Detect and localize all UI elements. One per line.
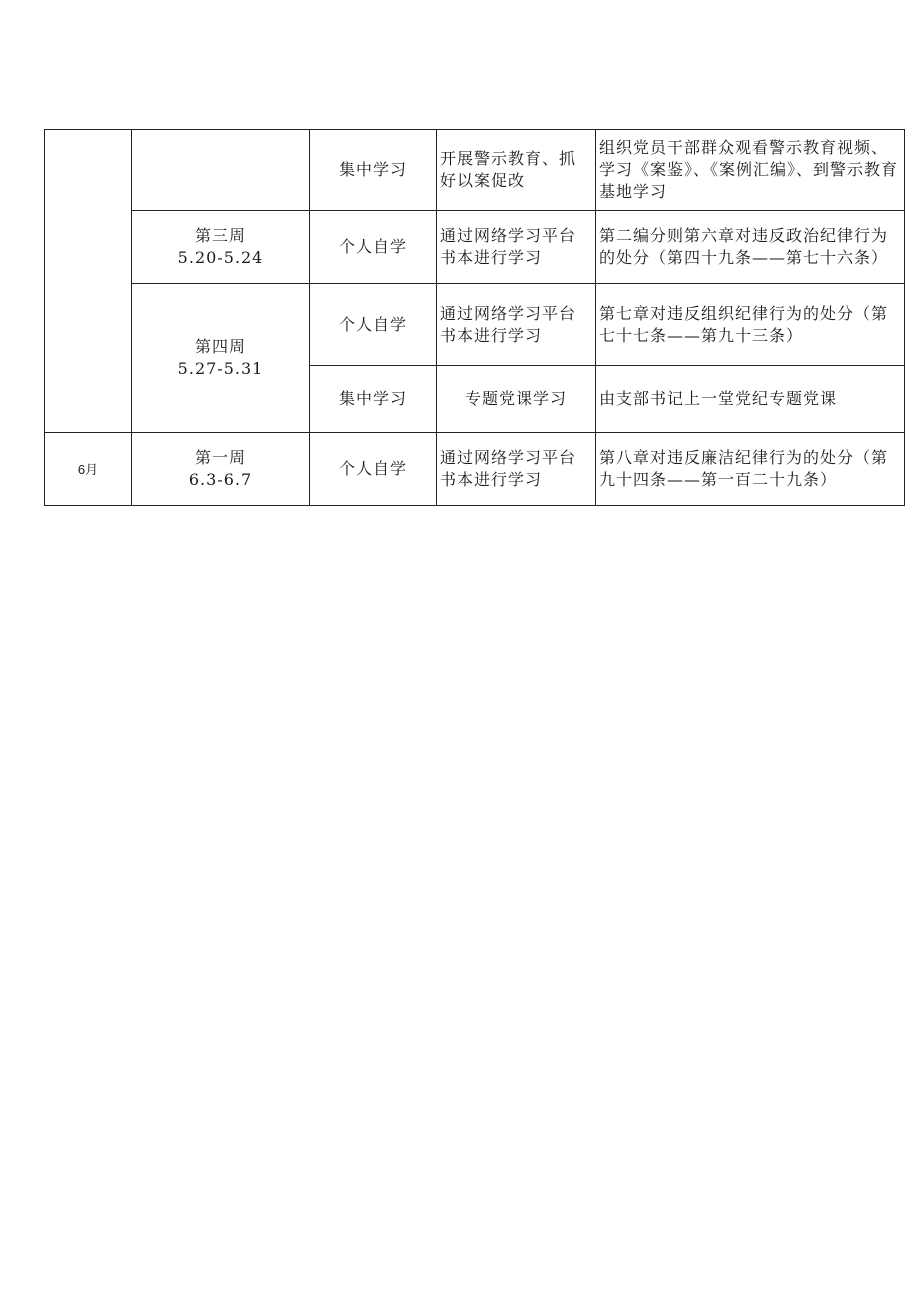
study-type-cell: 集中学习 xyxy=(310,366,437,433)
week-name: 第四周 xyxy=(194,337,246,356)
week-cell xyxy=(132,284,310,433)
month-label: 6月 xyxy=(77,461,99,477)
week-name: 第三周 xyxy=(194,226,246,245)
study-type-cell: 集中学习 xyxy=(310,130,437,211)
table-row xyxy=(45,130,905,211)
table-row xyxy=(45,211,905,284)
table-row xyxy=(45,433,905,506)
month-cell xyxy=(45,130,132,433)
table-row xyxy=(45,284,905,366)
study-content-cell: 由支部书记上一堂党纪专题党课 xyxy=(596,366,905,433)
study-plan-table xyxy=(44,129,905,506)
study-content-cell: 组织党员干部群众观看警示教育视频、学习《案鉴》、《案例汇编》、到警示教育基地学习 xyxy=(596,130,905,211)
week-date-range: 6.3-6.7 xyxy=(188,470,253,489)
week-date-range: 5.20-5.24 xyxy=(177,248,264,267)
study-method-cell: 专题党课学习 xyxy=(437,366,596,433)
week-cell xyxy=(132,211,310,284)
week-date-range: 5.27-5.31 xyxy=(177,359,264,378)
study-content-cell: 第七章对违反组织纪律行为的处分（第七十七条——第九十三条） xyxy=(596,284,905,366)
study-method-cell: 开展警示教育、抓好以案促改 xyxy=(437,130,596,211)
study-type-cell: 个人自学 xyxy=(310,211,437,284)
study-method-cell: 通过网络学习平台书本进行学习 xyxy=(437,284,596,366)
study-type-cell: 个人自学 xyxy=(310,433,437,506)
week-cell xyxy=(132,130,310,211)
week-name: 第一周 xyxy=(194,448,246,467)
week-cell xyxy=(132,433,310,506)
study-content-cell: 第二编分则第六章对违反政治纪律行为的处分（第四十九条——第七十六条） xyxy=(596,211,905,284)
study-method-cell: 通过网络学习平台书本进行学习 xyxy=(437,433,596,506)
month-cell xyxy=(45,433,132,506)
study-method-cell: 通过网络学习平台书本进行学习 xyxy=(437,211,596,284)
study-content-cell: 第八章对违反廉洁纪律行为的处分（第九十四条——第一百二十九条） xyxy=(596,433,905,506)
study-type-cell: 个人自学 xyxy=(310,284,437,366)
